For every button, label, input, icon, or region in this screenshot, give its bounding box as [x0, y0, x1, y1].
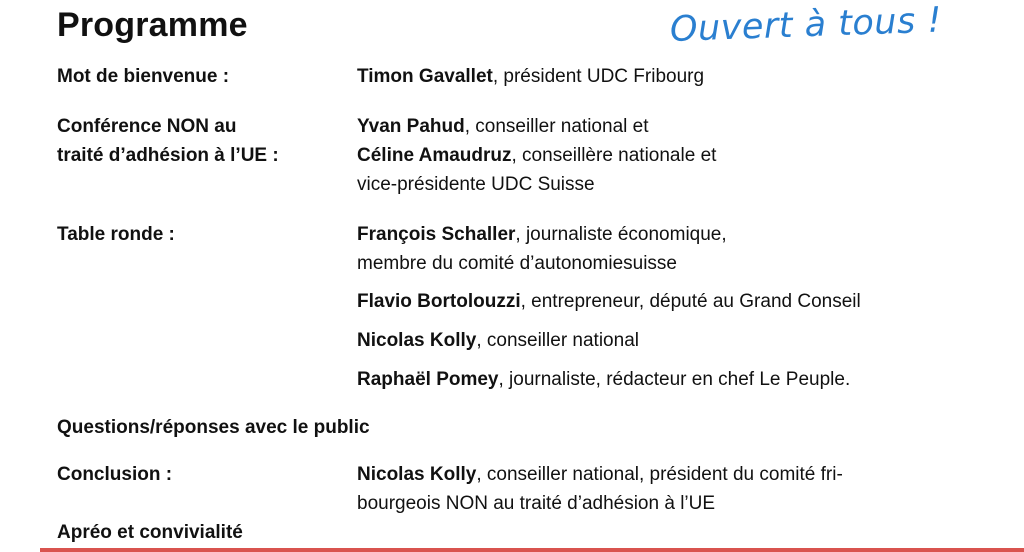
round-table-p3-name: Nicolas Kolly [357, 330, 477, 351]
conclusion-content [357, 460, 843, 518]
round-table-p2-name: Flavio Bortolouzzi [357, 291, 521, 312]
page-title: Programme [57, 6, 248, 44]
welcome-label: Mot de bienvenue : [57, 66, 230, 87]
conference-label-line2: traité d’adhésion à l’UE : [57, 145, 279, 166]
round-table-p1-name: François Schaller [357, 224, 516, 245]
accent-bar [40, 548, 1024, 552]
round-table-label: Table ronde : [57, 224, 175, 245]
round-table-p4-name: Raphaël Pomey [357, 369, 499, 390]
conference-speaker1 [357, 112, 716, 141]
round-table-participant-1 [357, 220, 727, 278]
round-table-p2-role: , entrepreneur, député au Grand Conseil [520, 291, 861, 312]
round-table-p1-role: , journaliste économique, [515, 224, 727, 245]
tagline: Ouvert à tous ! [669, 0, 943, 50]
round-table-p1-role-cont: membre du comité d’autonomiesuisse [357, 253, 677, 274]
aperitif-label: Apréo et convivialité [57, 522, 243, 543]
conclusion-speaker-role-cont: bourgeois NON au traité d’adhésion à l’UE [357, 493, 716, 514]
welcome-speaker-role: , président UDC Fribourg [492, 66, 705, 87]
conclusion-speaker-role: , conseiller national, président du comité fri- [476, 464, 843, 485]
conference-speaker1-role: , conseiller national et [464, 116, 649, 137]
conclusion-label: Conclusion : [57, 464, 173, 485]
conference-label-line1: Conférence NON au [57, 116, 237, 137]
conference-speaker2-role-cont: vice-présidente UDC Suisse [357, 174, 595, 195]
conference-speaker2 [357, 141, 716, 170]
round-table-p3-role: , conseiller national [476, 330, 639, 351]
conference-speaker2-name: Céline Amaudruz [357, 145, 512, 166]
qa-label: Questions/réponses avec le public [57, 417, 370, 438]
round-table-participant-2 [357, 287, 861, 316]
conference-speaker1-name: Yvan Pahud [357, 116, 465, 137]
round-table-p4-role: , journaliste, rédacteur en chef Le Peuple. [498, 369, 851, 390]
conference-content [357, 112, 716, 199]
conference-speaker2-role: , conseillère nationale et [511, 145, 717, 166]
conference-label [57, 112, 279, 170]
conclusion-speaker-name: Nicolas Kolly [357, 464, 477, 485]
welcome-content [357, 62, 704, 91]
round-table-participant-4 [357, 365, 850, 394]
round-table-participant-3 [357, 326, 639, 355]
welcome-speaker-name: Timon Gavallet [357, 66, 493, 87]
